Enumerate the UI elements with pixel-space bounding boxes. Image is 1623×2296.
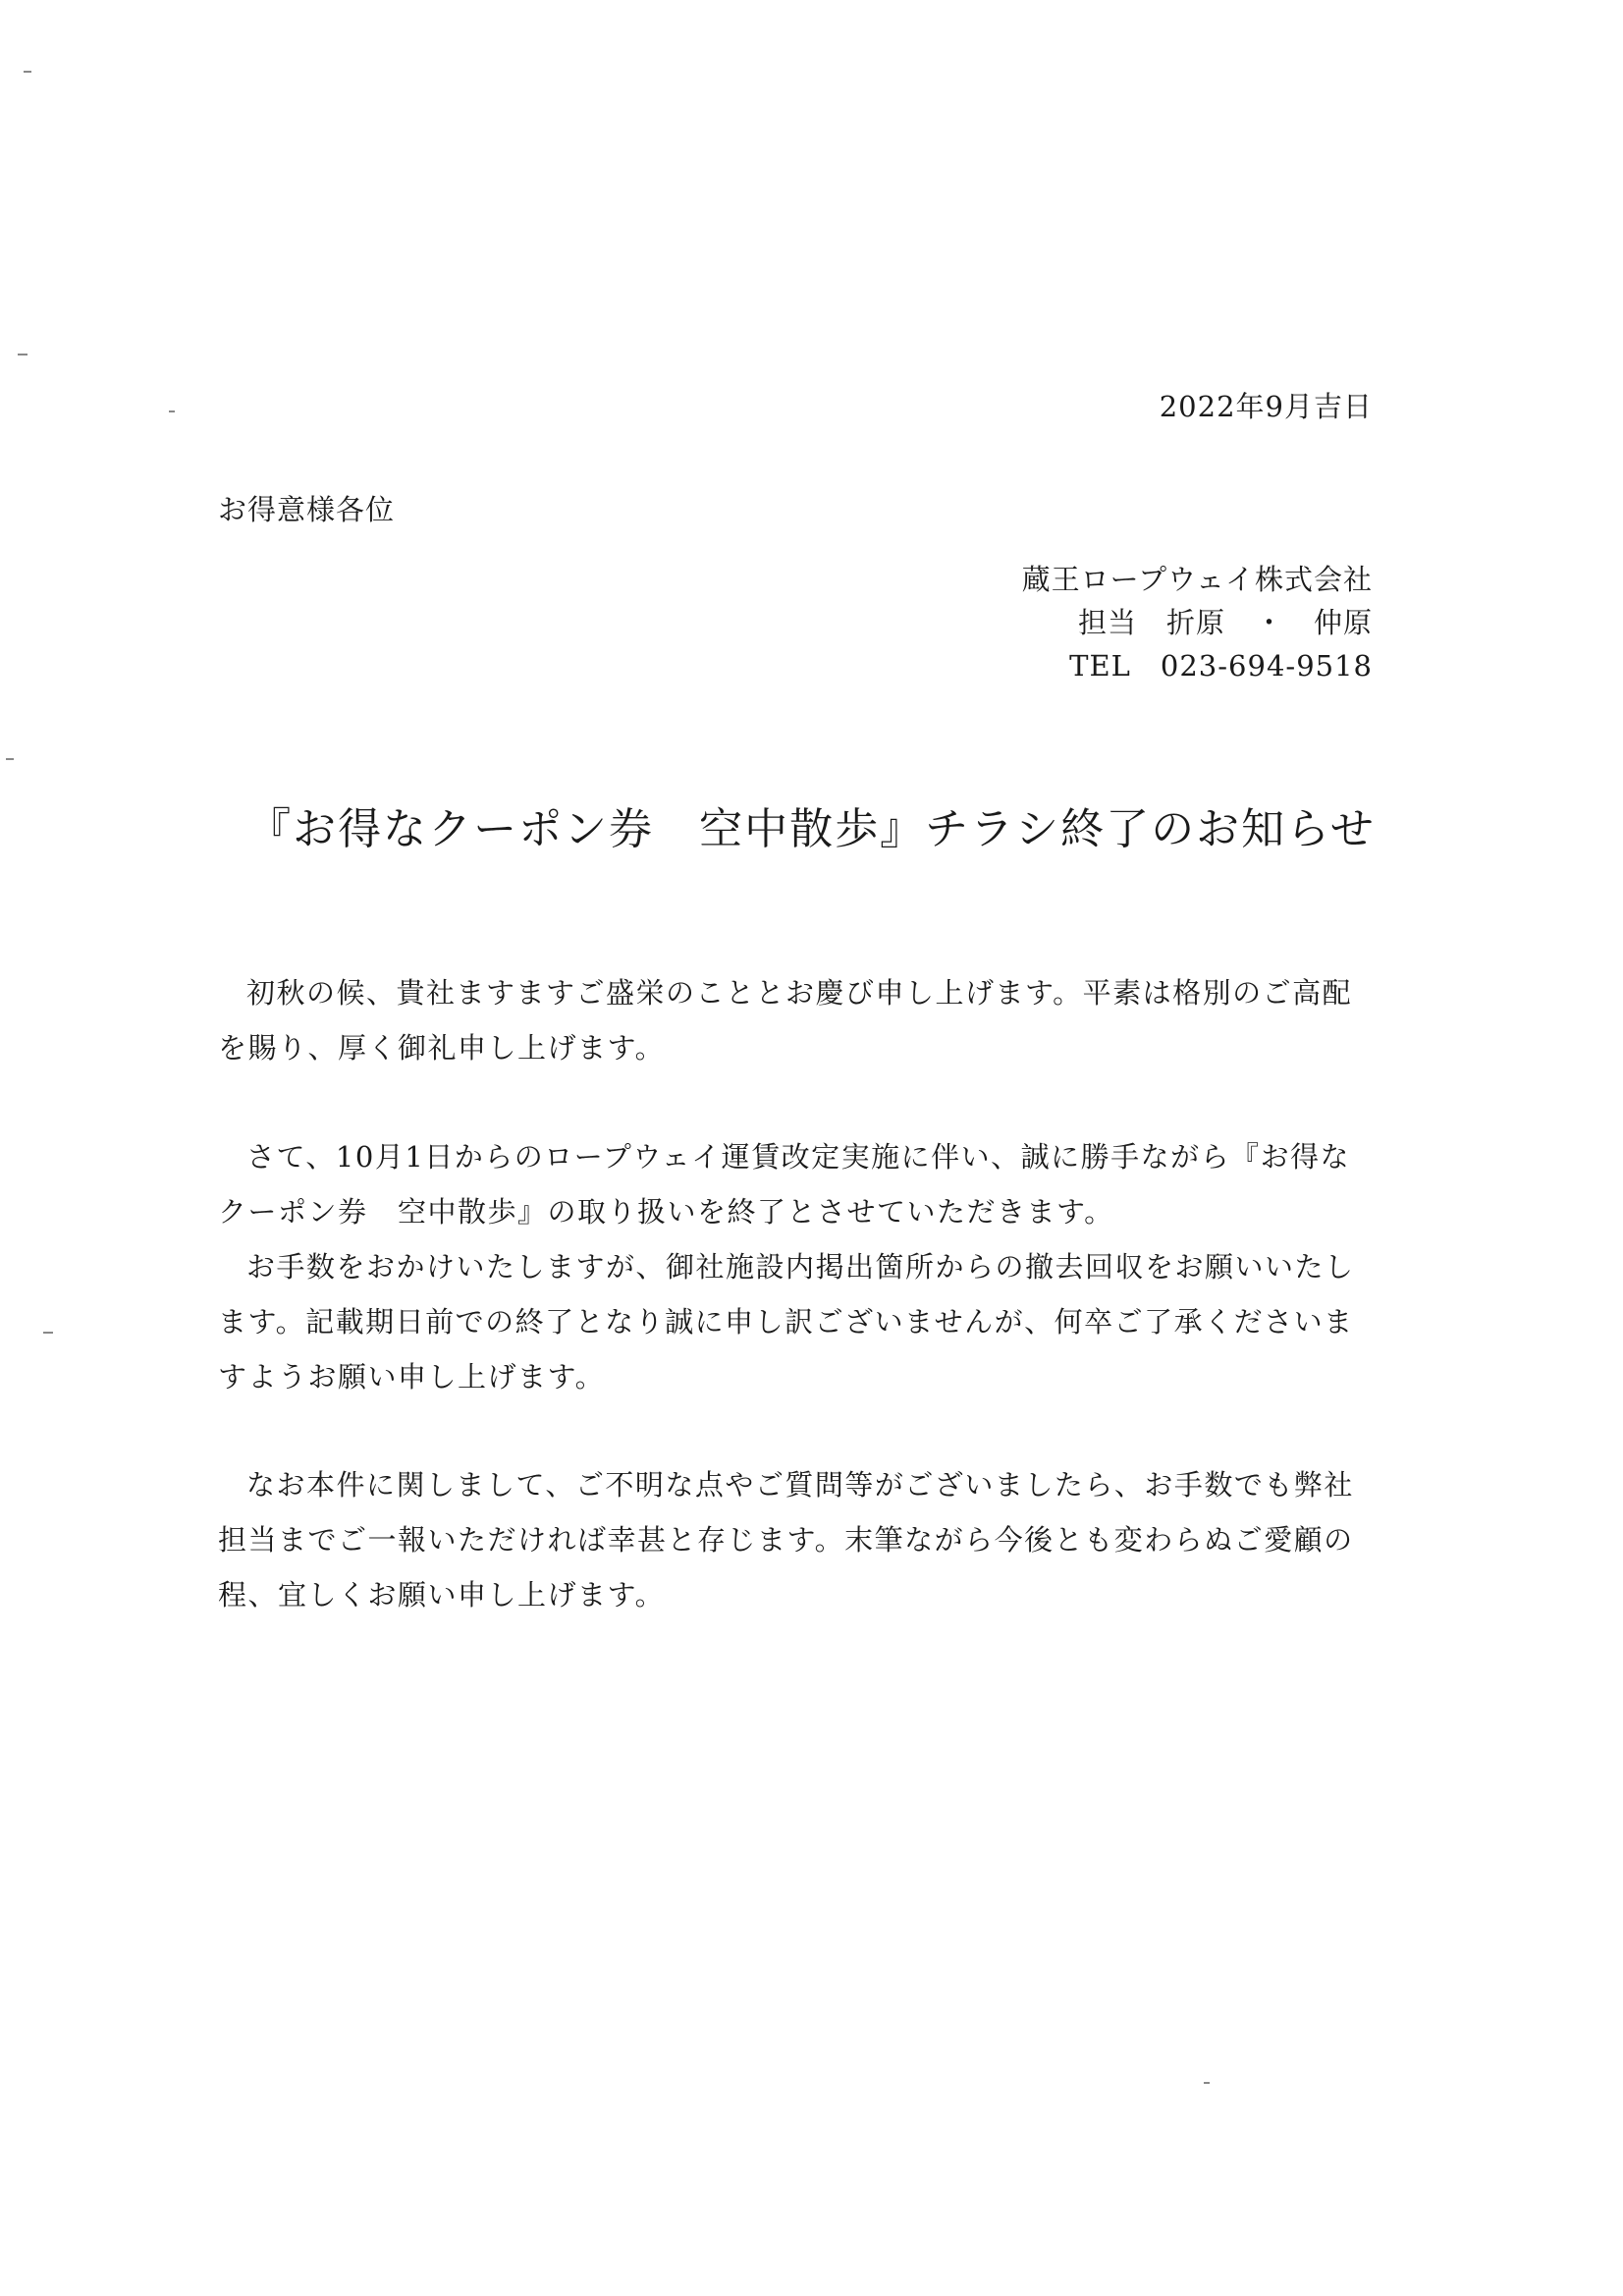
scan-speck [1204,2082,1210,2084]
letter-date: 2022年9月吉日 [1159,390,1373,423]
sender-tel: TEL 023-694-9518 [1069,649,1373,683]
paragraph-4: なお本件に関しまして、ご不明な点やご質問等がございましたら、お手数でも弊社担当までご一報いただければ幸甚と存じます。末筆ながら今後とも変わらぬご愛顧の程、宜しくお願い申し上げます。 [218,1468,1354,1612]
paragraph-2: さて、10月1日からのロープウェイ運賃改定実施に伴い、誠に勝手ながら『お得なクーポン券 空中散歩』の取り扱いを終了とさせていただきます。 [218,1140,1351,1229]
paragraph-1: 初秋の候、貴社ますますご盛栄のこととお慶び申し上げます。平素は格別のご高配を賜り、厚く御礼申し上げます。 [218,976,1353,1065]
scan-speck [24,71,31,73]
sender-block [882,558,1373,687]
scan-speck [43,1332,53,1334]
scan-speck [6,758,14,760]
sender-company: 蔵王ロープウェイ株式会社 [1021,563,1373,596]
body-paragraph-closing [218,1457,1377,1622]
paragraph-3: お手数をおかけいたしますが、御社施設内掲出箇所からの撤去回収をお願いいたします。記載期日前での終了となり誠に申し訳ございませんが、何卒ご了承くださいますようお願い申し上げます。 [218,1250,1355,1394]
notice-title: 『お得なクーポン券 空中散歩』チラシ終了のお知らせ [247,804,1376,854]
body-paragraph-main [218,1129,1377,1404]
scan-speck [18,354,27,355]
sender-contact: 担当 折原 ・ 仲原 [1077,606,1373,639]
scan-speck [169,410,175,412]
body-paragraph-greeting [218,965,1377,1075]
addressee: お得意様各位 [218,493,396,526]
